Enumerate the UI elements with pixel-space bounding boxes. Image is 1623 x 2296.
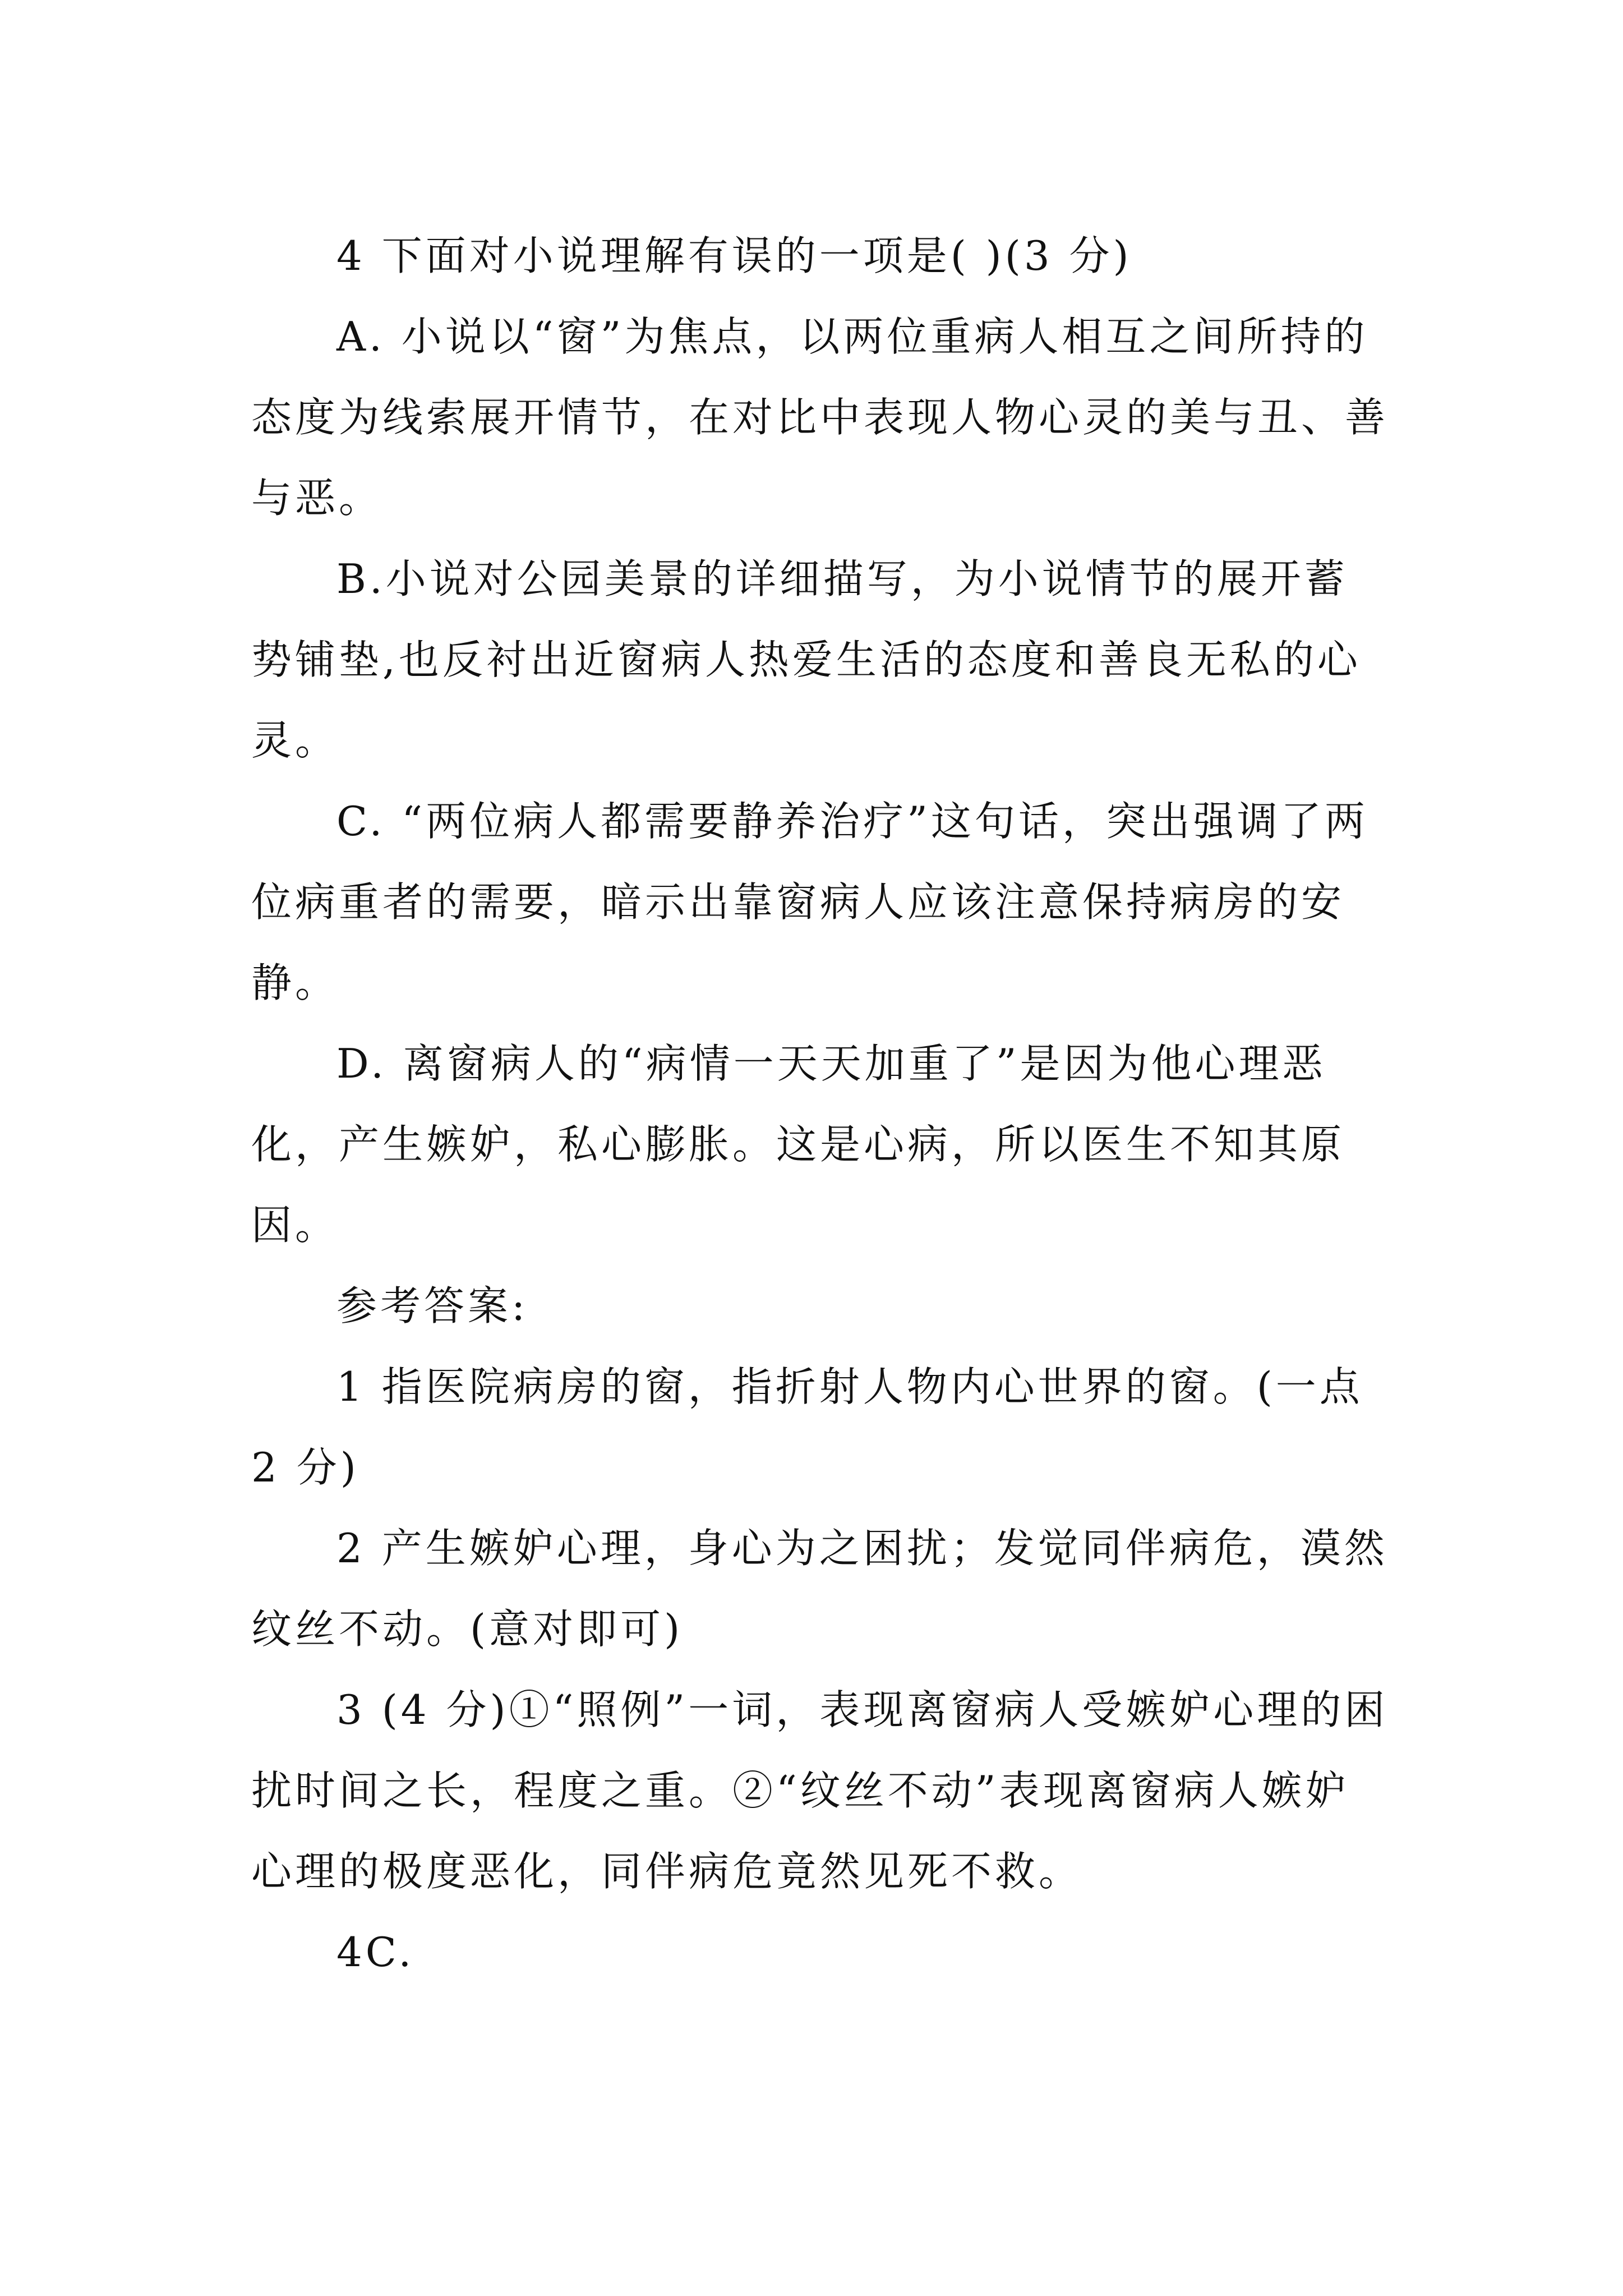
answer-4: 4C. — [336, 1929, 415, 1976]
question-4-stem: 4 下面对小说理解有误的一项是( )(3 分) — [336, 232, 1132, 279]
answer-2: 2 产生嫉妒心理，身心为之困扰；发觉同伴病危，漠然纹丝不动。(意对即可) — [251, 1525, 1388, 1653]
option-d: D. 离窗病人的“病情一天天加重了”是因为他心理恶化，产生嫉妒，私心膨胀。这是心病，所以医生不知其原因。 — [251, 1040, 1345, 1249]
option-c: C. “两位病人都需要静养治疗”这句话，突出强调了两位病重者的需要，暗示出靠窗病人应该注意保持病房的安静。 — [251, 798, 1368, 1006]
answer-3: 3 (4 分)①“照例”一词，表现离窗病人受嫉妒心理的困扰时间之长，程度之重。②“纹丝不动”表现离窗病人嫉妒心理的极度恶化，同伴病危竟然见死不救。 — [251, 1686, 1389, 1895]
answer-1: 1 指医院病房的窗，指折射人物内心世界的窗。(一点 2 分) — [251, 1363, 1380, 1491]
option-a: A. 小说以“窗”为焦点，以两位重病人相互之间所持的态度为线索展开情节，在对比中表现人物心灵的美与丑、善与恶。 — [251, 313, 1389, 522]
document-body — [251, 215, 1390, 1993]
answers-heading: 参考答案: — [336, 1282, 529, 1329]
option-b: B.小说对公园美景的详细描写，为小说情节的展开蓄势铺垫,也反衬出近窗病人热爱生活的态度和善良无私的心灵。 — [251, 555, 1361, 764]
